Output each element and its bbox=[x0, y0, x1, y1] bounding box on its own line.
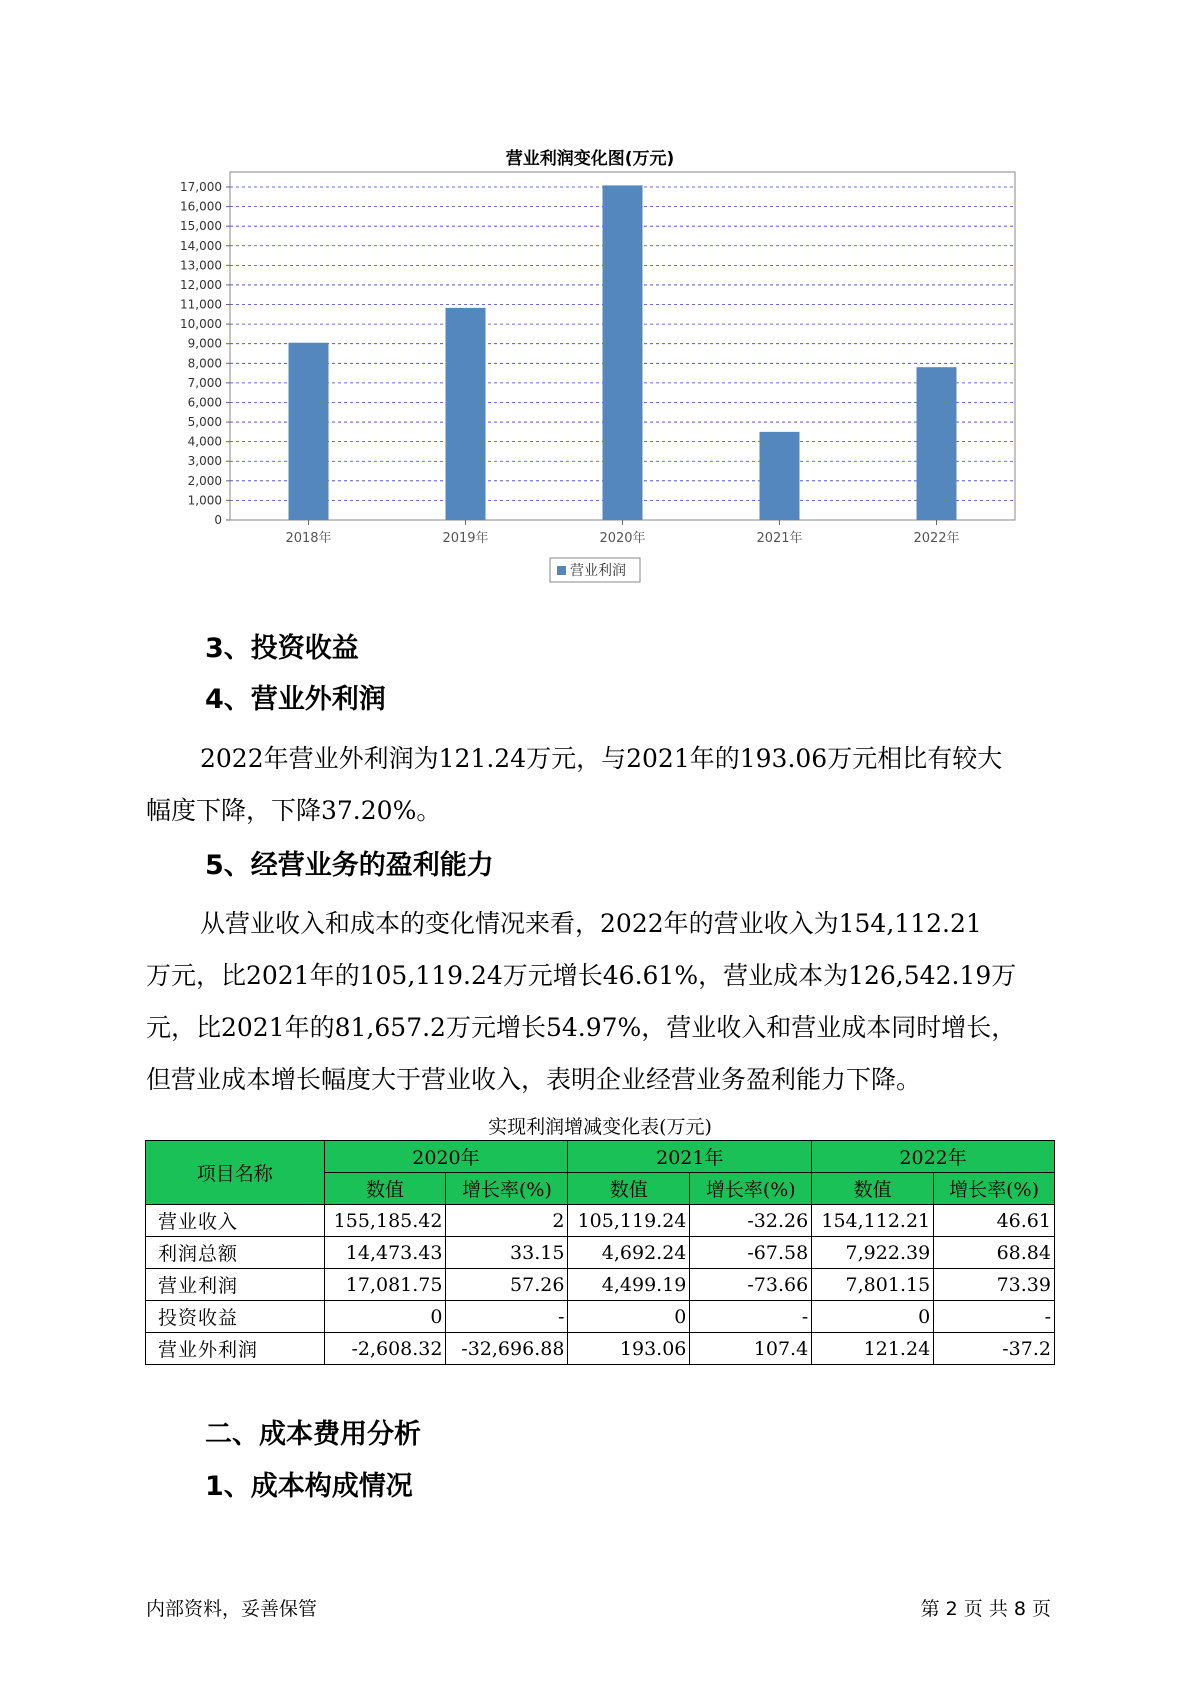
cell-value: 193.06 bbox=[568, 1333, 690, 1365]
cell-value: 4,499.19 bbox=[568, 1269, 690, 1301]
heading-profitability: 5、经营业务的盈利能力 bbox=[205, 850, 494, 881]
cell-value: 14,473.43 bbox=[324, 1237, 446, 1269]
header-growth: 增长率(%) bbox=[446, 1173, 568, 1205]
x-tick-label: 2019年 bbox=[442, 531, 489, 546]
row-name: 营业利润 bbox=[146, 1269, 325, 1301]
chart-canvas bbox=[150, 140, 1030, 600]
profit-change-table bbox=[145, 1140, 1055, 1365]
table-header-row bbox=[146, 1141, 1055, 1173]
legend-swatch bbox=[557, 566, 566, 575]
y-tick-label: 8,000 bbox=[187, 356, 222, 371]
y-tick-label: 13,000 bbox=[180, 258, 222, 273]
y-tick-label: 9,000 bbox=[187, 336, 222, 351]
footer-confidential: 内部资料，妥善保管 bbox=[146, 1598, 318, 1620]
paragraph-line: 2022年营业外利润为121.24万元，与2021年的193.06万元相比有较大 bbox=[200, 744, 1003, 773]
x-tick-label: 2018年 bbox=[285, 531, 332, 546]
cell-growth: 73.39 bbox=[934, 1269, 1055, 1301]
bar bbox=[917, 367, 957, 520]
paragraph-line: 从营业收入和成本的变化情况来看，2022年的营业收入为154,112.21 bbox=[200, 909, 982, 938]
cell-growth: 33.15 bbox=[446, 1237, 568, 1269]
y-tick-label: 11,000 bbox=[180, 297, 222, 312]
bar bbox=[760, 432, 800, 520]
profit-chart bbox=[150, 140, 1030, 600]
cell-growth: - bbox=[446, 1301, 568, 1333]
header-item-name: 项目名称 bbox=[146, 1141, 325, 1205]
cell-growth: 2 bbox=[446, 1205, 568, 1237]
paragraph-profitability bbox=[146, 898, 1046, 1106]
heading-cost-composition: 1、成本构成情况 bbox=[205, 1471, 413, 1502]
header-growth: 增长率(%) bbox=[934, 1173, 1055, 1205]
cell-value: 4,692.24 bbox=[568, 1237, 690, 1269]
cell-growth: 68.84 bbox=[934, 1237, 1055, 1269]
header-value: 数值 bbox=[568, 1173, 690, 1205]
legend-label: 营业利润 bbox=[570, 563, 626, 579]
cell-value: 7,922.39 bbox=[812, 1237, 934, 1269]
x-tick-label: 2021年 bbox=[756, 531, 803, 546]
y-tick-label: 12,000 bbox=[180, 277, 222, 292]
cell-value: 105,119.24 bbox=[568, 1205, 690, 1237]
cell-growth: -37.2 bbox=[934, 1333, 1055, 1365]
heading-non-operating-profit: 4、营业外利润 bbox=[205, 684, 386, 715]
y-tick-label: 10,000 bbox=[180, 317, 222, 332]
cell-growth: -32.26 bbox=[690, 1205, 812, 1237]
y-tick-label: 3,000 bbox=[187, 454, 222, 469]
header-year: 2021年 bbox=[568, 1141, 812, 1173]
paragraph-non-operating-profit bbox=[146, 733, 1046, 837]
x-tick-label: 2022年 bbox=[913, 531, 960, 546]
cell-value: 154,112.21 bbox=[812, 1205, 934, 1237]
cell-growth: 57.26 bbox=[446, 1269, 568, 1301]
header-year: 2022年 bbox=[812, 1141, 1055, 1173]
cell-growth: -73.66 bbox=[690, 1269, 812, 1301]
chart-title: 营业利润变化图(万元) bbox=[505, 149, 675, 169]
table-row bbox=[146, 1301, 1055, 1333]
paragraph-line: 万元，比2021年的105,119.24万元增长46.61%，营业成本为126,542.19万 bbox=[146, 961, 1017, 990]
bar bbox=[603, 185, 643, 520]
table-row bbox=[146, 1333, 1055, 1365]
cell-value: 155,185.42 bbox=[324, 1205, 446, 1237]
y-tick-label: 15,000 bbox=[180, 219, 222, 234]
bar bbox=[289, 343, 329, 520]
y-tick-label: 16,000 bbox=[180, 199, 222, 214]
heading-cost-analysis: 二、成本费用分析 bbox=[205, 1419, 421, 1450]
y-tick-label: 1,000 bbox=[187, 493, 222, 508]
row-name: 营业外利润 bbox=[146, 1333, 325, 1365]
paragraph-line: 但营业成本增长幅度大于营业收入，表明企业经营业务盈利能力下降。 bbox=[146, 1065, 922, 1094]
header-year: 2020年 bbox=[324, 1141, 568, 1173]
cell-growth: 107.4 bbox=[690, 1333, 812, 1365]
y-tick-label: 0 bbox=[214, 513, 222, 527]
cell-value: 7,801.15 bbox=[812, 1269, 934, 1301]
cell-value: -2,608.32 bbox=[324, 1333, 446, 1365]
y-tick-label: 6,000 bbox=[187, 395, 222, 410]
bar bbox=[446, 308, 486, 520]
row-name: 投资收益 bbox=[146, 1301, 325, 1333]
cell-growth: - bbox=[934, 1301, 1055, 1333]
footer-page-number: 第 2 页 共 8 页 bbox=[920, 1598, 1051, 1620]
cell-growth: - bbox=[690, 1301, 812, 1333]
cell-value: 0 bbox=[812, 1301, 934, 1333]
y-tick-label: 4,000 bbox=[187, 434, 222, 449]
y-tick-label: 14,000 bbox=[180, 238, 222, 253]
table-caption: 实现利润增减变化表(万元) bbox=[488, 1116, 712, 1138]
table-row bbox=[146, 1205, 1055, 1237]
row-name: 利润总额 bbox=[146, 1237, 325, 1269]
cell-growth: 46.61 bbox=[934, 1205, 1055, 1237]
x-tick-label: 2020年 bbox=[599, 531, 646, 546]
cell-value: 0 bbox=[568, 1301, 690, 1333]
row-name: 营业收入 bbox=[146, 1205, 325, 1237]
y-tick-label: 2,000 bbox=[187, 473, 222, 488]
cell-value: 0 bbox=[324, 1301, 446, 1333]
cell-growth: -67.58 bbox=[690, 1237, 812, 1269]
cell-value: 17,081.75 bbox=[324, 1269, 446, 1301]
heading-investment-income: 3、投资收益 bbox=[205, 633, 359, 664]
table-row bbox=[146, 1237, 1055, 1269]
paragraph-line: 幅度下降，下降37.20%。 bbox=[146, 796, 442, 825]
header-growth: 增长率(%) bbox=[690, 1173, 812, 1205]
y-tick-label: 5,000 bbox=[187, 415, 222, 430]
cell-value: 121.24 bbox=[812, 1333, 934, 1365]
header-value: 数值 bbox=[324, 1173, 446, 1205]
table-row bbox=[146, 1269, 1055, 1301]
y-tick-label: 7,000 bbox=[187, 375, 222, 390]
y-tick-label: 17,000 bbox=[180, 180, 222, 194]
cell-growth: -32,696.88 bbox=[446, 1333, 568, 1365]
paragraph-line: 元，比2021年的81,657.2万元增长54.97%，营业收入和营业成本同时增长， bbox=[146, 1013, 1017, 1042]
header-value: 数值 bbox=[812, 1173, 934, 1205]
